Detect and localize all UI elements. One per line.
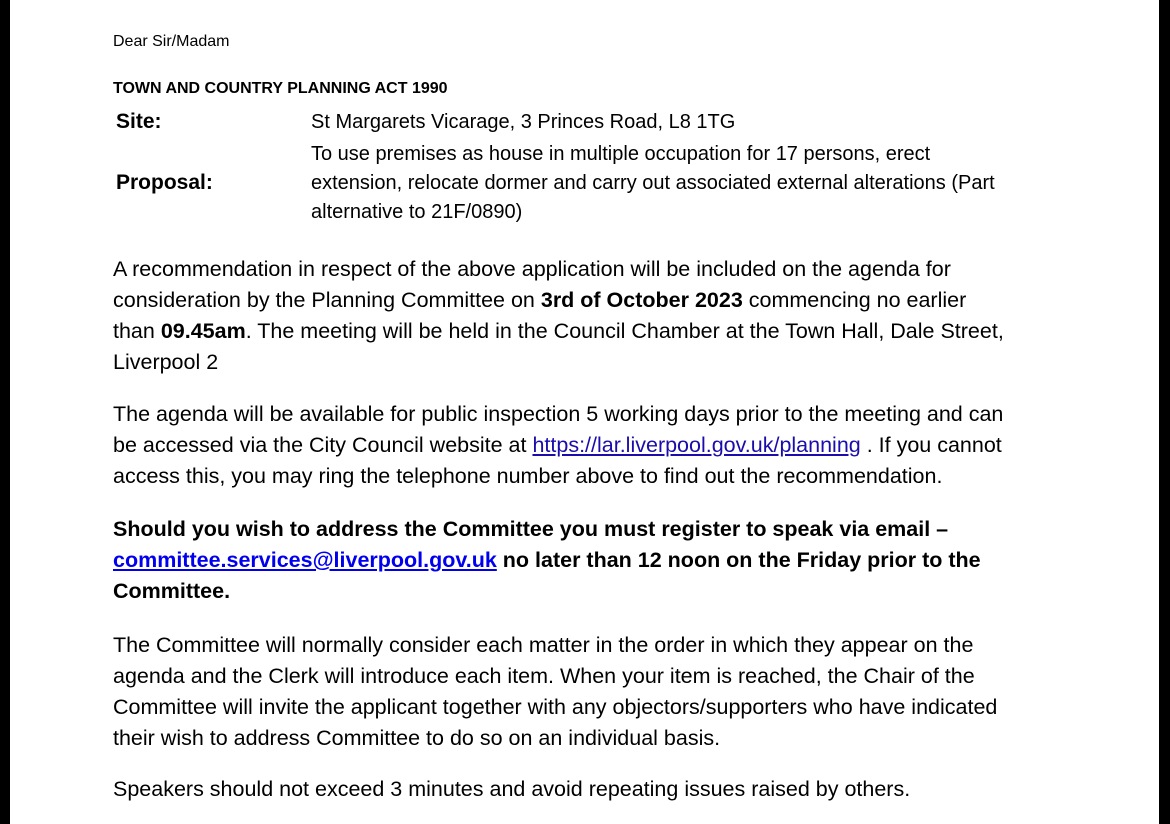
proposal-value [311,140,995,227]
paragraph-line: Speakers should not exceed 3 minutes and avoid repeating issues raised by others. [113,777,911,801]
meeting-paragraph [113,254,1103,378]
paragraph-line [113,316,1103,347]
text-run: . If you cannot [860,433,1002,457]
text-run: than [113,319,161,343]
paragraph-line: their wish to address Committee to do so on an individual basis. [113,726,721,750]
paragraph-line: Committee. [113,579,231,603]
proposal-line: alternative to 21F/0890) [311,201,523,223]
text-run: be accessed via the City Council website at [113,433,533,457]
paragraph-line: Committee will invite the applicant together with any objectors/supporters who have indicated [113,695,998,719]
paragraph-line: Liverpool 2 [113,350,219,374]
salutation: Dear Sir/Madam [113,33,230,50]
meeting-time: 09.45am [160,319,246,343]
paragraph-line: The Committee will normally consider each matter in the order in which they appear on the [113,633,974,657]
agenda-paragraph [113,399,1103,492]
committee-email-link[interactable]: committee.services@liverpool.gov.uk [113,548,497,572]
proposal-label: Proposal: [116,171,213,194]
proposal-line: To use premises as house in multiple occupation for 17 persons, erect [311,143,931,165]
paragraph-line: Should you wish to address the Committee you must register to speak via email – [113,517,949,541]
text-run: commencing no earlier [742,288,967,312]
paragraph-line: access this, you may ring the telephone number above to find out the recommendation. [113,464,943,488]
register-paragraph [113,514,1103,607]
text-run: consideration by the Planning Committee on [113,288,541,312]
site-value: St Margarets Vicarage, 3 Princes Road, L8 1TG [311,111,736,133]
procedure-paragraph [113,630,1103,754]
planning-website-link[interactable]: https://lar.liverpool.gov.uk/planning [532,433,861,457]
paragraph-line [113,545,1103,576]
text-run: . The meeting will be held in the Council Chamber at the Town Hall, Dale Street, [245,319,1004,343]
paragraph-line: agenda and the Clerk will introduce each item. When your item is reached, the Chair of the [113,664,975,688]
paragraph-line: The agenda will be available for public inspection 5 working days prior to the meeting and can [113,402,1004,426]
speakers-paragraph [113,774,1103,805]
paragraph-line: A recommendation in respect of the above application will be included on the agenda for [113,257,951,281]
site-label: Site: [116,110,162,133]
document-page [10,0,1159,824]
text-run: no later than 12 noon on the Friday prior to the [496,548,981,572]
act-heading: TOWN AND COUNTRY PLANNING ACT 1990 [113,80,448,97]
proposal-line: extension, relocate dormer and carry out associated external alterations (Part [311,172,995,194]
meeting-date: 3rd of October 2023 [540,288,743,312]
paragraph-line [113,285,1103,316]
paragraph-line [113,430,1103,461]
